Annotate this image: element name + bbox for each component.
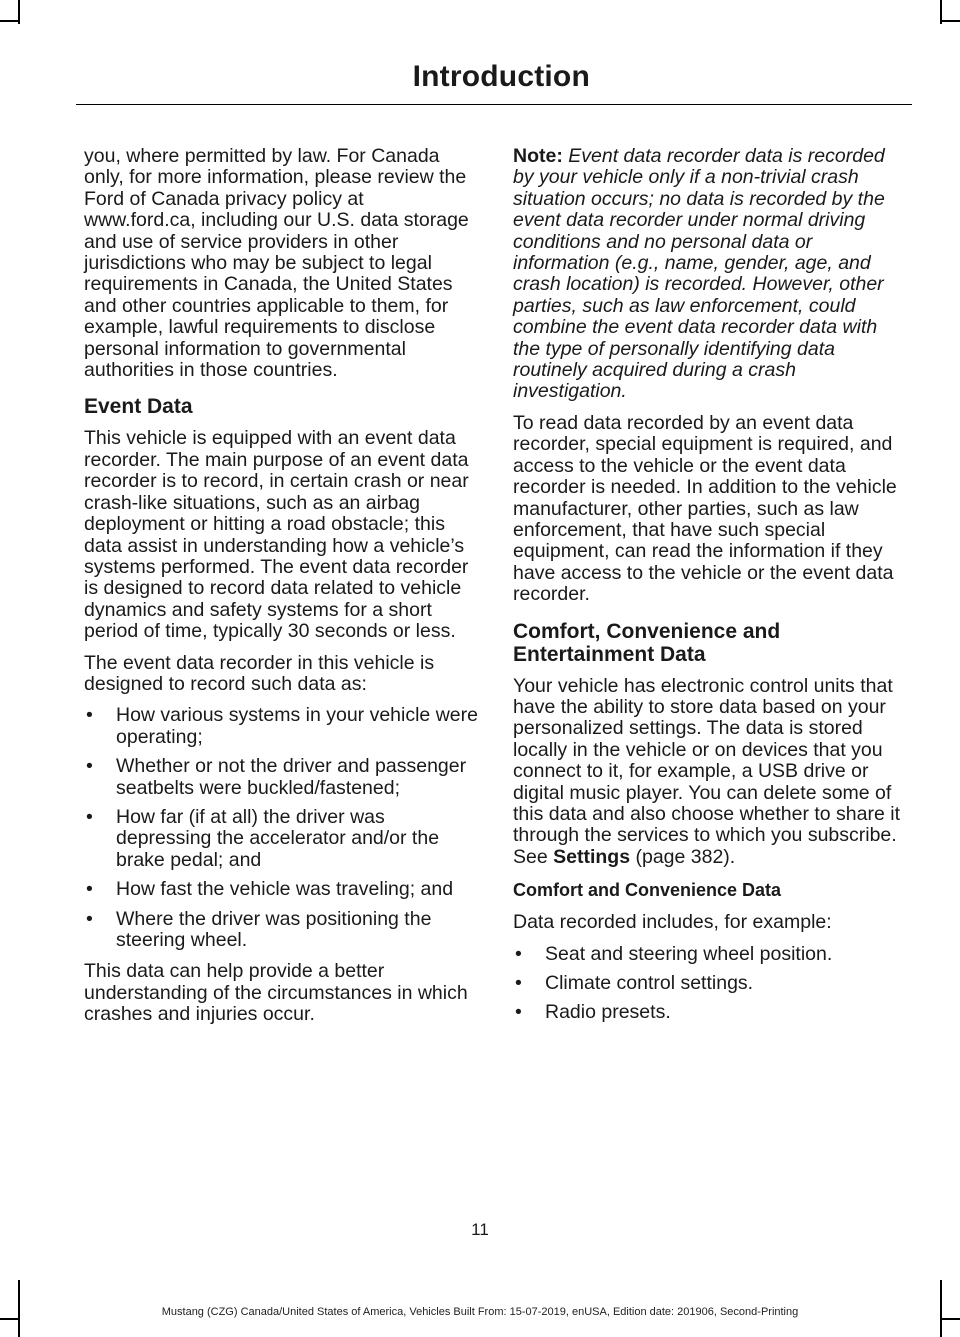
list-item: • How far (if at all) the driver was depressing the accelerator and/or the brake pedal; and — [84, 807, 479, 871]
page-number: 11 — [471, 1220, 489, 1239]
read-data-paragraph: To read data recorded by an event data recorder, special equipment is required, and access to the vehicle or the event data recorder is needed. In addition to the vehicle manufacturer, other parties, such as law enforcement, that have such special equipment, can read the information if they have access to the vehicle or the event data recorder. — [513, 411, 897, 606]
crop-mark — [0, 1318, 20, 1320]
comfort-entertainment-heading: Comfort, Convenience and Entertainment Data — [513, 619, 781, 666]
comfort-paragraph — [513, 676, 909, 869]
comfort-data-list — [513, 944, 909, 1024]
list-item: • How various systems in your vehicle were operating; — [84, 705, 479, 748]
list-item: • Whether or not the driver and passenger seatbelts were buckled/fastened; — [84, 756, 479, 799]
settings-link[interactable]: Settings — [553, 845, 631, 868]
event-data-heading: Event Data — [84, 395, 193, 419]
recorded-data-list — [84, 705, 479, 951]
list-item: • Radio presets. — [513, 1002, 909, 1023]
crop-mark — [940, 20, 960, 22]
comfort-text: Your vehicle has electronic control units that have the ability to store data based on your personalized settings. The data is stored locally in the vehicle or on devices that you connect to it, for example, a USB drive or digital music player. You can delete some of this data and also choose whether to share it through the services to which you subscribe. See — [513, 674, 900, 868]
list-item: • Seat and steering wheel position. — [513, 944, 909, 965]
list-item: • Where the driver was positioning the steering wheel. — [84, 909, 479, 952]
crop-mark — [0, 20, 20, 22]
event-data-paragraph: This vehicle is equipped with an event data recorder. The main purpose of an event data recorder is to record, in certain crash or near crash-like situations, such as an airbag deployment or hitting a road obstacle; this data assist in understanding how a vehicle’s systems performed. The event data recorder is designed to record data related to vehicle dynamics and safety systems for a short period of time, typically 30 seconds or less. — [84, 427, 469, 643]
intro-paragraph: you, where permitted by law. For Canada only, for more information, please review the Ford of Canada privacy policy at www.ford.ca, including our U.S. data storage and use of service providers in other jurisdictions who may be subject to legal requirements in Canada, the United States and other countries applicable to them, for example, lawful requirements to disclose personal information to governmental authorities in those countries. — [84, 145, 469, 382]
footer-text: Mustang (CZG) Canada/United States of America, Vehicles Built From: 15-07-2019, enUSA, Edition date: 201906, Second-Printing — [161, 1306, 799, 1318]
page-title: Introduction — [412, 60, 590, 93]
note-label: Note: — [513, 145, 563, 167]
note-paragraph — [513, 146, 909, 403]
event-data-recorder-paragraph: The event data recorder in this vehicle is designed to record such data as: — [84, 651, 435, 695]
list-item: • How fast the vehicle was traveling; and — [84, 879, 479, 900]
page-reference: (page 382). — [630, 845, 736, 868]
note-text: Event data recorder data is recorded by your vehicle only if a non-trivial crash situation occurs; no data is recorded by the event data recorder under normal driving conditions and no personal data or information (e.g., name, gender, age, and crash location) is recorded. However, other parties, such as law enforcement, could combine the event data recorder data with the type of personally identifying data routinely acquired during a crash investigation. — [513, 145, 885, 403]
left-column — [84, 146, 479, 1036]
right-column — [513, 146, 909, 1034]
comfort-convenience-heading: Comfort and Convenience Data — [513, 880, 782, 901]
event-data-summary-paragraph: This data can help provide a better understanding of the circumstances in which crashes and injuries occur. — [84, 960, 468, 1026]
crop-mark — [940, 1318, 960, 1320]
list-item: • Climate control settings. — [513, 973, 909, 994]
recorded-examples-paragraph: Data recorded includes, for example: — [513, 911, 832, 934]
header-divider — [76, 104, 912, 105]
